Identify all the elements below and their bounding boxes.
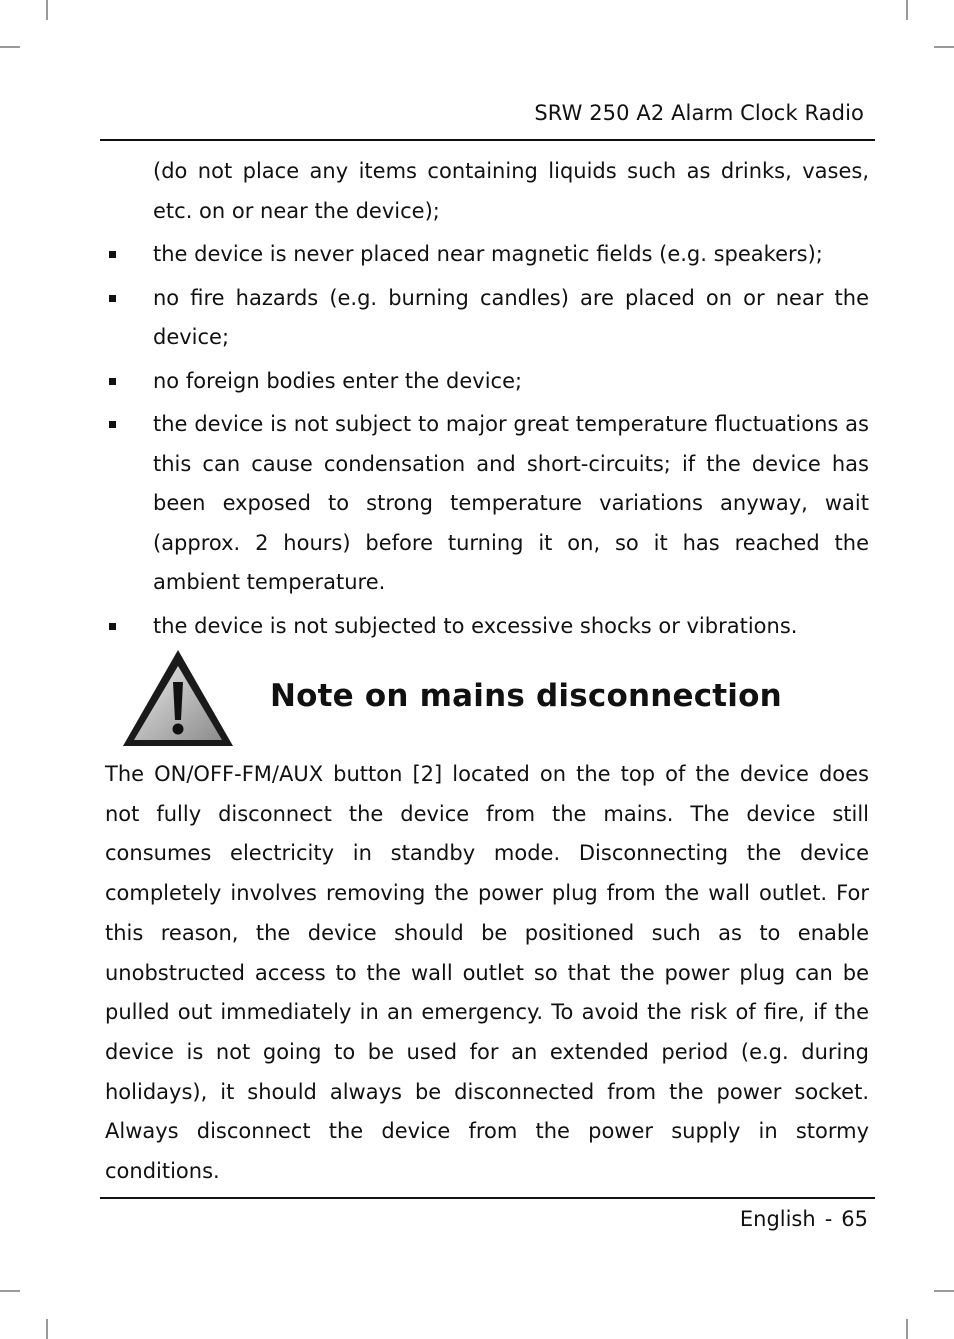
crop-mark — [0, 1290, 20, 1292]
square-bullet-icon — [109, 378, 116, 385]
running-header: SRW 250 A2 Alarm Clock Radio — [534, 101, 864, 125]
square-bullet-icon — [109, 623, 116, 630]
bullet-list — [105, 152, 869, 650]
list-item-text: no fire hazards (e.g. burning candles) are placed on or near the device; — [153, 285, 869, 349]
list-item-text: no foreign bodies enter the device; — [153, 368, 523, 393]
crop-mark — [934, 46, 954, 48]
warning-triangle-icon — [121, 648, 235, 748]
crop-mark — [46, 0, 48, 20]
footer-rule — [100, 1197, 875, 1199]
list-item — [105, 362, 869, 402]
section-title: Note on mains disconnection — [270, 678, 782, 714]
list-item — [105, 405, 869, 603]
list-item — [105, 235, 869, 275]
crop-mark — [0, 46, 20, 48]
square-bullet-icon — [109, 421, 116, 428]
crop-mark — [906, 1319, 908, 1339]
footer-language: English — [739, 1207, 816, 1231]
crop-mark — [906, 0, 908, 20]
list-item-text: the device is never placed near magnetic fields (e.g. speakers); — [153, 242, 823, 266]
crop-mark — [46, 1319, 48, 1339]
list-continuation: (do not place any items containing liquids such as drinks, vases, etc. on or near the device); — [153, 159, 869, 223]
list-item — [105, 279, 869, 358]
square-bullet-icon — [109, 251, 116, 258]
list-item-text: the device is not subject to major great temperature fluctuations as this can cause condensation and short-circuits; if the device has been exposed to strong temperature variations anyway, wait (approx. 2 hours) before turning it on, so it has reached the ambient temperature. — [153, 412, 869, 594]
header-rule — [100, 139, 875, 141]
list-item — [105, 607, 869, 647]
page-number: 65 — [841, 1207, 868, 1231]
section-body: The ON/OFF-FM/AUX button [2] located on the top of the device does not fully disconnect the device from the mains. The device still consumes electricity in standby mode. Disconnecting the device completely involves removing the power plug from the wall outlet. For this reason, the device should be positioned such as to enable unobstructed access to the wall outlet so that the power plug can be pulled out immediately in an emergency. To avoid the risk of fire, if the device is not going to be used for an extended period (e.g. during holidays), it should always be disconnected from the power socket. Always disconnect the device from the power supply in stormy conditions. — [105, 762, 869, 1184]
footer-separator: - — [824, 1207, 833, 1231]
page-footer — [740, 1207, 868, 1231]
square-bullet-icon — [109, 295, 116, 302]
list-item-text: the device is not subjected to excessive shocks or vibrations. — [153, 613, 798, 638]
crop-mark — [934, 1290, 954, 1292]
